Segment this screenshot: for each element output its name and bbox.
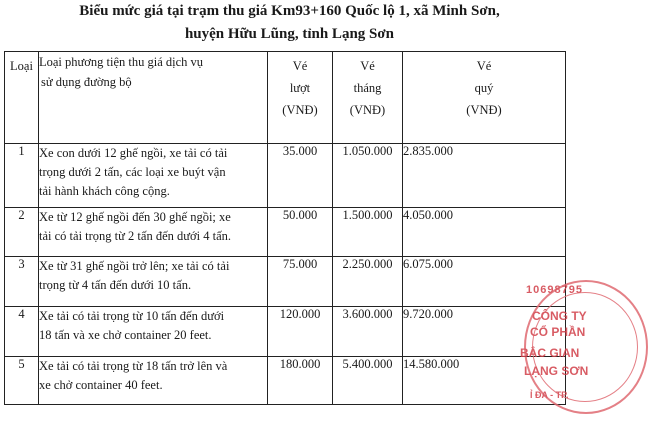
header-ve-thang-line-2: tháng xyxy=(353,81,382,95)
row-description-line: Xe tải có tải trọng từ 10 tấn đến dưới xyxy=(39,309,225,323)
table-header-row xyxy=(5,52,566,144)
row-description-line: Xe tải có tải trọng từ 18 tấn trở lên và xyxy=(39,359,228,373)
header-ve-luot-line-2: lượt xyxy=(289,81,311,95)
table-row xyxy=(5,307,566,357)
header-ve-luot-unit: (VNĐ) xyxy=(282,103,318,117)
header-ve-thang-unit: (VNĐ) xyxy=(349,103,386,117)
fee-table xyxy=(4,51,566,405)
row-ve-quy: 2.835.000 xyxy=(403,144,566,208)
row-ve-quy: 9.720.000 xyxy=(403,307,566,357)
row-description-line: Xe từ 31 ghế ngồi trở lên; xe tải có tải xyxy=(39,259,230,273)
row-index: 5 xyxy=(5,357,39,405)
row-description-line: xe chở container 40 feet. xyxy=(39,378,163,392)
table-row xyxy=(5,208,566,257)
row-ve-quy: 4.050.000 xyxy=(403,208,566,257)
row-ve-thang: 1.500.000 xyxy=(333,208,403,257)
header-vehicle-type xyxy=(39,52,268,144)
header-ve-thang-line-1: Vé xyxy=(360,59,375,73)
row-ve-thang: 3.600.000 xyxy=(333,307,403,357)
header-ve-luot-line-1: Vé xyxy=(292,59,308,73)
header-ve-quy xyxy=(403,52,566,144)
row-ve-luot: 75.000 xyxy=(268,257,333,307)
row-ve-thang: 5.400.000 xyxy=(333,357,403,405)
row-index: 1 xyxy=(5,144,39,208)
stamp-line-address: Ỉ ĐA - TP. xyxy=(530,390,569,400)
row-description-line: 18 tấn và xe chở container 20 feet. xyxy=(39,328,212,342)
row-ve-quy: 6.075.000 xyxy=(403,257,566,307)
row-description-line: tải hành khách công cộng. xyxy=(39,184,170,198)
row-ve-thang: 2.250.000 xyxy=(333,257,403,307)
header-ve-quy-line-2: quý xyxy=(474,81,494,95)
header-loai xyxy=(5,52,39,144)
header-loai-label: Loại xyxy=(10,59,33,73)
row-ve-luot: 50.000 xyxy=(268,208,333,257)
table-row xyxy=(5,357,566,405)
row-description-line: trọng dưới 2 tấn, các loại xe buýt vận xyxy=(39,165,226,179)
header-vehicle-type-line-1: Loại phương tiện thu giá dịch vụ xyxy=(39,55,204,69)
company-seal-stamp xyxy=(518,272,598,412)
stamp-tax-code: 10698795 xyxy=(526,284,583,296)
header-ve-luot xyxy=(268,52,333,144)
row-description xyxy=(39,144,268,208)
row-description-line: trọng từ 4 tấn đến dưới 10 tấn. xyxy=(39,278,192,292)
row-description xyxy=(39,307,268,357)
stamp-line-province: LẠNG SƠN xyxy=(524,364,589,378)
row-ve-quy: 14.580.000 xyxy=(403,357,566,405)
header-vehicle-type-line-2: sử dụng đường bộ xyxy=(41,75,132,89)
row-ve-thang: 1.050.000 xyxy=(333,144,403,208)
row-index: 3 xyxy=(5,257,39,307)
row-index: 4 xyxy=(5,307,39,357)
header-ve-quy-unit: (VNĐ) xyxy=(466,103,502,117)
row-ve-luot: 35.000 xyxy=(268,144,333,208)
row-description xyxy=(39,257,268,307)
table-row xyxy=(5,257,566,307)
row-description-line: tải có tải trọng từ 2 tấn đến dưới 4 tấn. xyxy=(39,229,231,243)
stamp-line-name: BẮC GIAN xyxy=(520,346,580,360)
document-title-line-2: huyện Hữu Lũng, tỉnh Lạng Sơn xyxy=(184,26,395,42)
row-description xyxy=(39,208,268,257)
row-ve-luot: 180.000 xyxy=(268,357,333,405)
row-index: 2 xyxy=(5,208,39,257)
row-description xyxy=(39,357,268,405)
table-row xyxy=(5,144,566,208)
document-title-line-1: Biểu mức giá tại trạm thu giá Km93+160 Quốc lộ 1, xã Minh Sơn, xyxy=(79,3,500,19)
row-description-line: Xe từ 12 ghế ngồi đến 30 ghế ngồi; xe xyxy=(39,210,231,224)
stamp-line-company: CÔNG TY xyxy=(532,309,587,323)
header-ve-quy-line-1: Vé xyxy=(476,59,492,73)
row-ve-luot: 120.000 xyxy=(268,307,333,357)
header-ve-thang xyxy=(333,52,403,144)
row-description-line: Xe con dưới 12 ghế ngồi, xe tải có tải xyxy=(39,146,228,160)
stamp-line-joint-stock: CỔ PHẦN xyxy=(530,325,586,339)
